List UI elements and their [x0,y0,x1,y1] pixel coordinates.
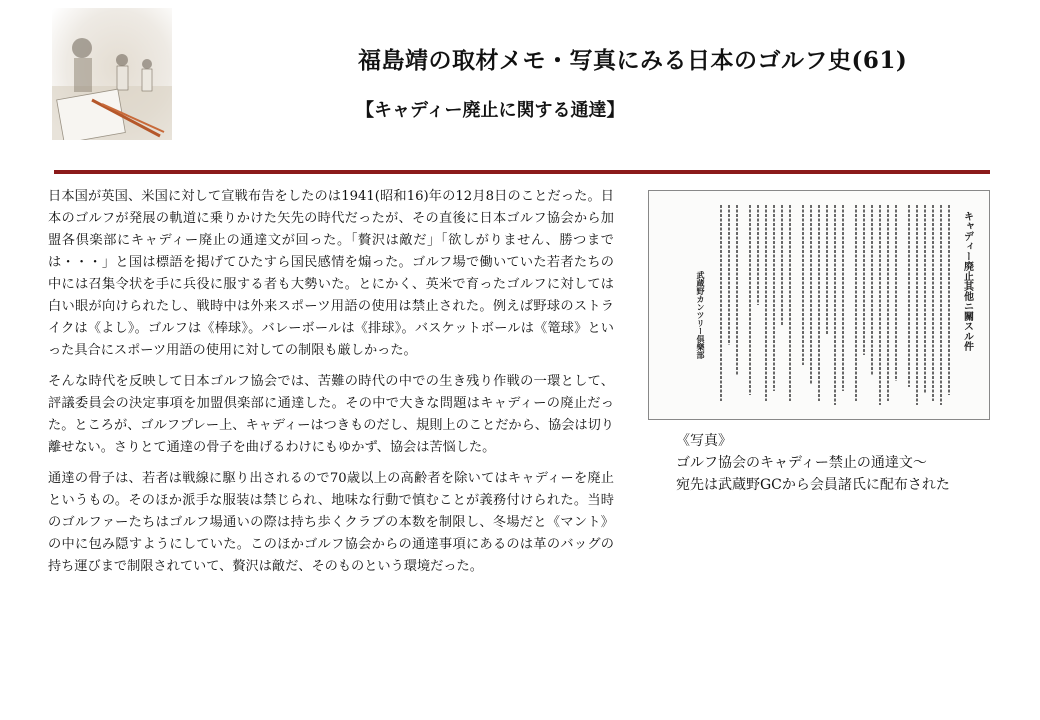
header-divider [54,170,990,174]
article-paragraph-3: 通達の骨子は、若者は戦線に駆り出されるので70歳以上の高齢者を除いてはキャディーを廃止というもの。そのほか派手な服装は禁じられ、地味な行動で慎むことが義務付けられた。当時のゴルファーたちはゴルフ場通いの際は持ち歩くクラブの本数を制限し、冬場だと《マント》の中に包み隠すようにしていた。このほかゴルフ協会からの通達事項にあるのは革のバッグの持ち運びまで制限されていて、贅沢は敵だ、そのものという環境だった。 [48,471,614,574]
article-body [48,186,614,587]
document-heading: キャディー廃止其他ニ關スル件 [961,211,973,351]
article-paragraph-2: そんな時代を反映して日本ゴルフ協会では、苦難の時代の中での生き残り作戦の一環として、評議委員会の決定事項を加盟倶楽部に通達した。その中で大きな問題はキャディーの廃止だった。ところが、ゴルフプレー上、キャディーはつきものだし、規則上のことだから、協会は切り離せない。さりとて通達の骨子を曲げるわけにもゆかず、協会は苦悩した。 [48,374,614,455]
caption-line-2: 宛先は武蔵野GCから会員諸氏に配布された [676,477,950,493]
page-subtitle: 【キャディー廃止に関する通達】 [356,100,625,121]
photo-caption [676,430,1006,496]
circular-document-photo [648,190,990,420]
article-paragraph-1: 日本国が英国、米国に対して宣戦布告をしたのは1941(昭和16)年の12月8日のことだった。日本のゴルフが発展の軌道に乗りかけた矢先の時代だったが、その直後に日本ゴルフ協会から加盟各倶楽部にキャディー廃止の通達文が回った。「贅沢は敵だ」「欲しがりません、勝つまでは・・・」と国は標語を掲げてひたすら国民感情を煽った。ゴルフ場で働いていた若者たちの中には召集令状を手に兵役に服する者も大勢いた。とにかく、英米で育ったゴルフに対しては白い眼が向けられたし、戦時中は外来スポーツ用語の使用は禁止された。例えば野球のストライクは《よし》。ゴルフは《棒球》。バレーボールは《排球》。バスケットボールは《篭球》といった具合にスポーツ用語の使用に対しての制限も厳しかった。 [48,189,614,358]
caption-line-1: ゴルフ協会のキャディー禁止の通達文～ [676,455,927,471]
caption-label: 《写真》 [676,433,732,449]
page-title: 福島靖の取材メモ・写真にみる日本のゴルフ史(61) [358,47,908,74]
document-signature: 武蔵野カンツリー倶樂部 [696,271,706,359]
document-text-lines [721,205,949,405]
header-vintage-photo [52,8,172,140]
